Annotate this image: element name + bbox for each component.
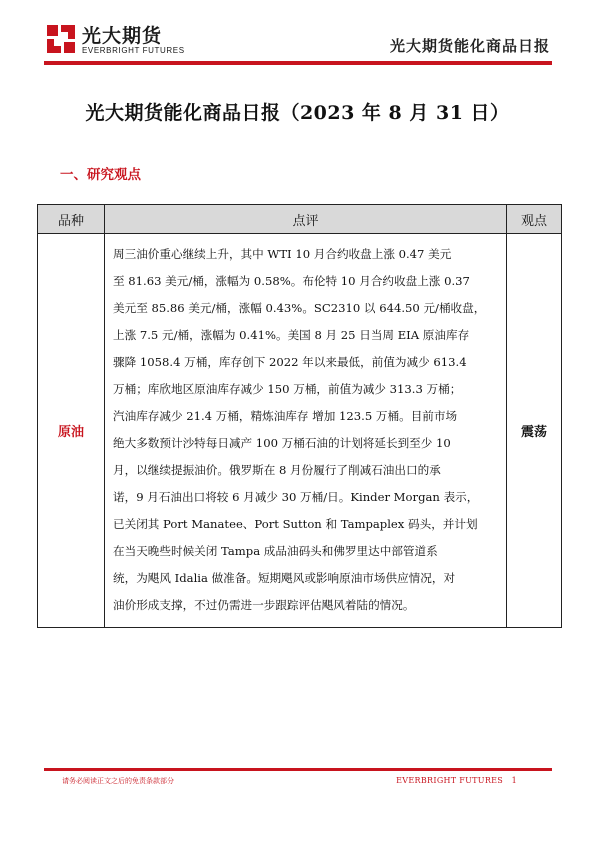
footer-disclaimer: 请务必阅读正文之后的免责条款部分 [62, 777, 174, 785]
page-number: 1 [511, 776, 517, 785]
comment-line: 月，以继续提振油价。俄罗斯在 8 月份履行了削减石油出口的承 [113, 463, 441, 477]
comment-line: 在当天晚些时候关闭 Tampa 成品油码头和佛罗里达中部管道系 [113, 544, 438, 558]
logo-text-en: EVERBRIGHT FUTURES [82, 46, 185, 55]
header-divider [44, 61, 552, 65]
company-logo [44, 21, 185, 61]
comment-line: 统，为飓风 Idalia 做准备。短期飓风或影响原油市场供应情况，对 [113, 571, 456, 585]
section-heading: 一、研究观点 [60, 167, 141, 183]
header-comment: 点评 [105, 205, 507, 234]
header-report-title: 光大期货能化商品日报 [389, 37, 550, 55]
comment-line: 骤降 1058.4 万桶，库存创下 2022 年以来最低，前值为减少 613.4 [113, 355, 467, 369]
comment-line: 绝大多数预计沙特每日减产 100 万桶石油的计划将延长到至少 10 [113, 436, 451, 450]
comment-line: 汽油库存减少 21.4 万桶，精炼油库存 增加 123.5 万桶。目前市场 [113, 409, 458, 423]
page-title: 光大期货能化商品日报（2023 年 8 月 31 日） [85, 102, 510, 124]
logo-text-cn: 光大期货 [82, 25, 163, 47]
comment-line: 油价形成支撑，不过仍需进一步跟踪评估飓风着陆的情况。 [113, 598, 415, 612]
comment-line: 上涨 7.5 元/桶，涨幅为 0.41%。美国 8 月 25 日当周 EIA 原油库存 [113, 328, 470, 342]
footer-brand-page [396, 776, 517, 785]
comment-line: 美元至 85.86 美元/桶，涨幅 0.43%。SC2310 以 644.50 元/桶收盘， [113, 301, 486, 315]
comment-line: 已关闭其 Port Manatee、Port Sutton 和 Tampaplex 码头，并计划 [113, 517, 478, 531]
comment-line: 周三油价重心继续上升，其中 WTI 10 月合约收盘上涨 0.47 美元 [113, 247, 452, 261]
footer-divider [44, 768, 552, 771]
view-cell: 震荡 [507, 234, 562, 628]
logo-mark-icon [44, 22, 78, 56]
table-header-row [38, 205, 562, 234]
header-variety: 品种 [38, 205, 105, 234]
table-row [38, 234, 562, 628]
research-view-table [37, 204, 562, 628]
variety-cell: 原油 [38, 234, 105, 628]
comment-line: 万桶；库欣地区原油库存减少 150 万桶，前值为减少 313.3 万桶； [113, 382, 462, 396]
comment-cell [105, 234, 507, 628]
comment-line: 至 81.63 美元/桶，涨幅为 0.58%。布伦特 10 月合约收盘上涨 0.37 [113, 274, 470, 288]
footer-brand: EVERBRIGHT FUTURES [396, 776, 504, 785]
header-view: 观点 [507, 205, 562, 234]
comment-line: 诺，9 月石油出口将较 6 月减少 30 万桶/日。Kinder Morgan 表示， [113, 490, 479, 504]
